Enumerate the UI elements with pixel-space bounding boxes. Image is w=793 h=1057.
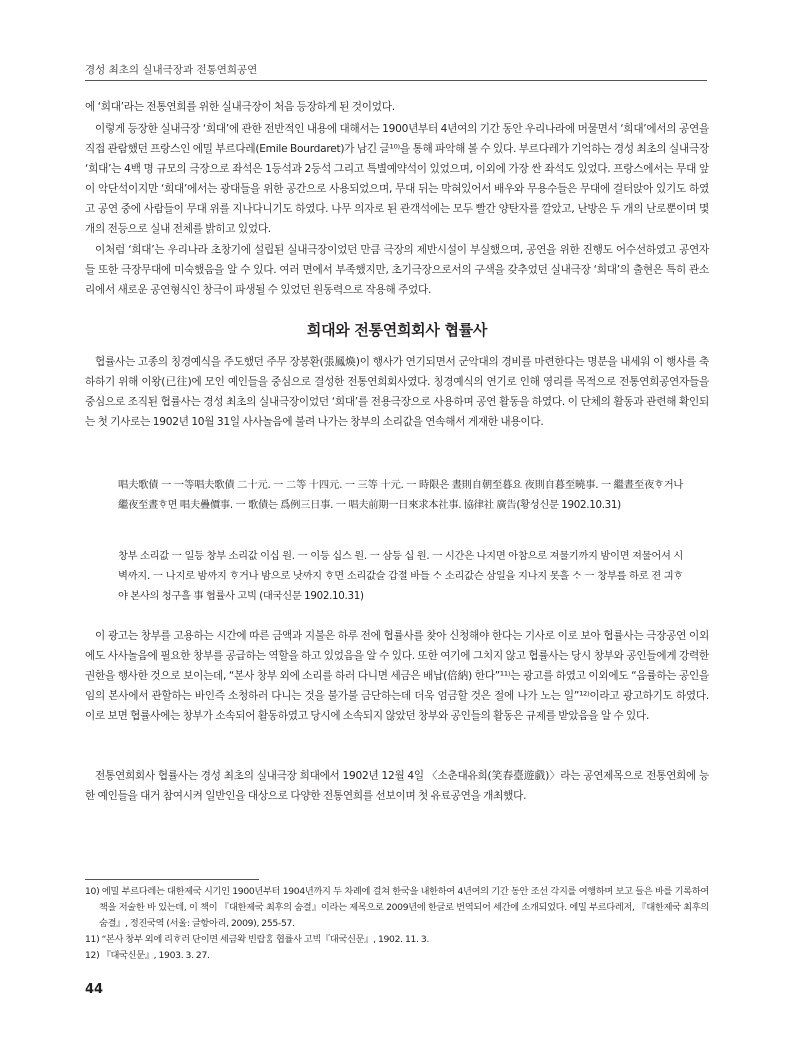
header-rule <box>85 80 707 81</box>
footnote-10: 10) 에밀 부르다레는 대한제국 시기인 1900년부터 1904년까지 두 차례에 걸쳐 한국을 내한하여 4년여의 기간 동안 조선 각지를 여행하며 보고 들은 바를 기록하여 책을 저술한 바 있는데, 이 책이 『대한제국 최후의 숨결』이라는 제목으로 2009년에 한글로 번역되어 세간에 소개되었다. 에밀 부르다레저, 『대한제국 최후의 숨결』, 정진국역 (서울: 글항아리, 2009), 255-57. <box>85 886 709 929</box>
footnote-12: 12) 『대국신문』, 1903. 3. 27. <box>85 950 210 961</box>
footnote-rule <box>85 879 259 880</box>
footnotes <box>85 884 709 964</box>
footnote-11: 11) “본사 창부 외에 리ᄒᆞ러 단이면 세금왁 빈랍ᄒᆞᆷ 협률사 고빅『대국신문』, 1902. 11. 3. <box>85 934 430 945</box>
quote-daeguk-sinmun: 창부 소리값 一 일등 창부 소리값 이십 원. 一 이등 십스 원. 一 삼등 십 원. 一 시간은 나지면 아참으로 져물기까지 밤이면 져물어셔 시벽ᄭᅡ지. 一 나지로 밤ᄭᅡ지 ᄒᆞ거나 밤으로 낫ᄭᅡ지 ᄒᆞ면 소리값슬 갑졀 바들 ᄉᆞ 소리값슨 삼일을 지나지 못흘 ᄉᆞ 一 창부를 하로 젼 긔ᄒᆞ야 본사의 청구흘 事 협률사 고빅 (대국신문 1902.10.31) <box>118 550 683 602</box>
paragraph-bourdaret: 이렇게 등장한 실내극장 ‘희대’에 관한 전반적인 내용에 대해서는 1900년부터 4년여의 기간 동안 우리나라에 머물면서 ‘희대’에서의 공연을 직접 관람했던 프랑스인 에밀 부르다레(Emile Bourdaret)가 남긴 글¹⁰⁾을 통해 파악해 볼 수 있다. 부르다레가 기억하는 경성 최초의 실내극장 ‘희대’는 4백 명 규모의 극장으로 좌석은 1등석과 2등석 그리고 특별예약석이 있었으며, 이외에 가장 싼 좌석도 있었다. 프랑스에서는 무대 앞이 악단석이지만 ‘희대’에서는 광대들을 위한 공간으로 사용되었으며, 무대 뒤는 막혀있어서 배우와 무용수들은 무대에 걸터앉아 있기도 하였고 공연 중에 사람들이 무대 위를 지나다니기도 하였다. 나무 의자로 된 관객석에는 모두 빨간 양탄자를 깔았고, 난방은 두 개의 난로뿐이며 몇 개의 전등으로 실내 전체를 밝히고 있었다. <box>85 123 709 235</box>
quote-hwangseong-sinmun: 唱夫歌債 一 一等唱夫歌債 二十元. 一 二等 十四元. 一 三等 十元. 一 時限은 晝則自朝至暮요 夜則自暮至曉事. 一 繼晝至夜ᄒᆞ거나 繼夜至晝ᄒᆞ면 唱夫疊價事. 一 歌債는 爲例三日事. 一 唱夫前期一日來求本社事. 協律社 廣告(황성신문 1902.10.31) <box>118 479 683 511</box>
paragraph-intro-continuation: 에 ‘희대’라는 전통연희를 위한 실내극장이 처음 등장하게 된 것이었다. <box>85 101 395 113</box>
paragraph-huidae-summary: 이처럼 ‘희대’는 우리나라 초창기에 설립된 실내극장이었던 만큼 극장의 제반시설이 부실했으며, 공연을 위한 진행도 어수선하였고 공연자들 또한 극장무대에 미숙했음을 알 수 있다. 여러 면에서 부족했지만, 초기극장으로서의 구색을 갖추었던 실내극장 ‘희대’의 출현은 특히 관소리에서 새로운 공연형식인 창극이 파생될 수 있었던 원동력으로 작용해 주었다. <box>85 244 709 296</box>
paragraph-first-performance: 전통연희회사 협률사는 경성 최초의 실내극장 희대에서 1902년 12월 4일 〈소춘대유희(笑春臺遊戲)〉라는 공연제목으로 전통연희에 능한 예인들을 대거 참여시켜 일반인을 대상으로 다양한 전통연희를 선보이며 첫 유료공연을 개최했다. <box>85 770 709 802</box>
paragraph-hyeopryulsa: 협률사는 고종의 칭경예식을 주도했던 주무 장봉환(張鳳煥)이 행사가 연기되면서 군악대의 경비를 마련한다는 명분을 내세워 이 행사를 축하하기 위해 이왕(已往)에 모인 예인들을 중심으로 결성한 전통연희회사였다. 칭경예식의 연기로 인해 영리를 목적으로 전통연희공연자들을 중심으로 조직된 협률사는 경성 최초의 실내극장이었던 ‘희대’를 전용극장으로 사용하며 공연 활동을 하였다. 이 단체의 활동과 관련해 확인되는 첫 기사로는 1902년 10월 31일 사사놀음에 불려 나가는 창부의 소리값을 연속해서 게재한 내용이다. <box>85 356 709 428</box>
paragraph-advertisement-analysis: 이 광고는 창부를 고용하는 시간에 따른 금액과 지불은 하루 전에 협률사를 찾아 신청해야 한다는 기사로 이로 보아 협률사는 극장공연 이외에도 사사놀음에 필요한 창부를 공급하는 역할을 하고 있었음을 알 수 있다. 또한 여기에 그치지 않고 협률사는 당시 창부와 공인들에게 강력한 권한을 행사한 것으로 보이는데, “본사 창부 외에 소리를 하러 다니면 세금은 배납(倍納) 한다”¹¹⁾는 광고를 하였고 이외에도 “음률하는 공인을 임의 본사에서 관할하는 바인즉 소청하러 다니는 것을 불가불 금단하는데 더욱 엄금할 것은 절에 나가 노는 일”¹²⁾이라고 광고하기도 하였다. 이로 보면 협률사에는 창부가 소속되어 활동하였고 당시에 소속되지 않았던 창부와 공인들의 활동은 규제를 받았음을 알 수 있다. <box>85 630 709 722</box>
section-heading: 희대와 전통연희회사 협률사 <box>306 321 488 339</box>
page-number: 44 <box>85 982 104 997</box>
running-header: 경성 최초의 실내극장과 전통연희공연 <box>85 64 258 76</box>
